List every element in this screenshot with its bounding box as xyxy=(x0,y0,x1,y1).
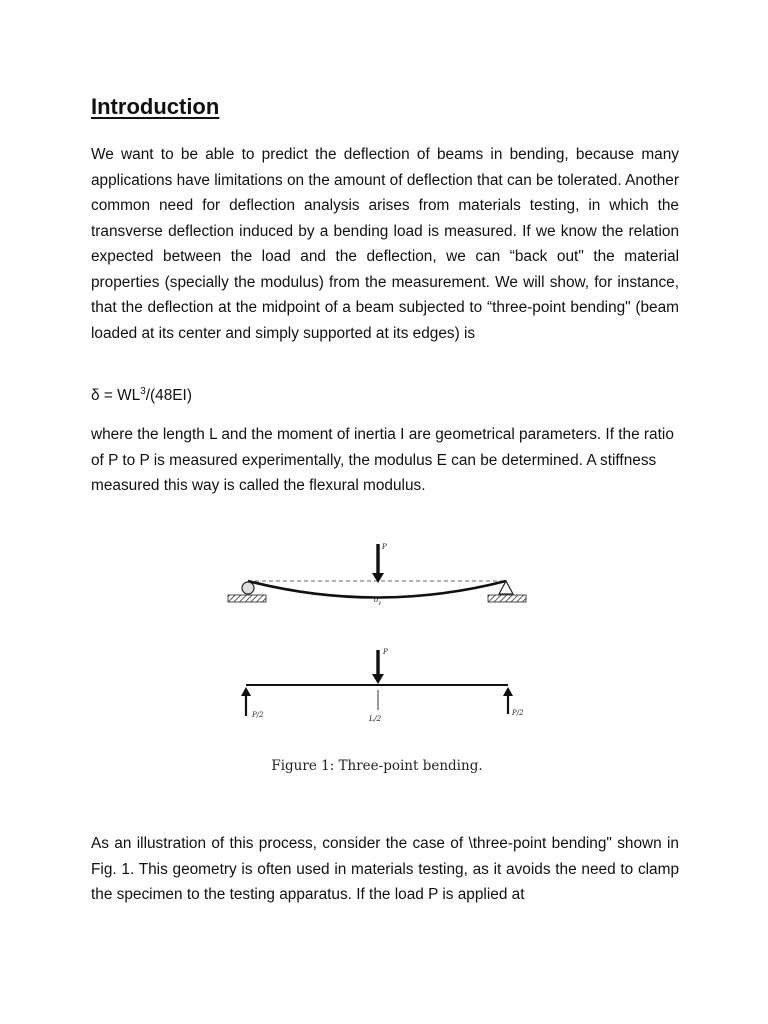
left-reaction-arrow-icon xyxy=(241,687,251,696)
three-point-bending-figure xyxy=(222,534,532,724)
intro-paragraph: We want to be able to predict the deflection of beams in bending, because many applications have limitations on the amount of deflection that can be tolerated. Another common need for deflection analysis arises from materials testing, in which the transverse deflection induced by a bending load is measured. If we know the relation expected between the load and the deflection, we can “back out" the material properties (specially the modulus) from the measurement. We will show, for instance, that the deflection at the midpoint of a beam subjected to “three-point bending" (beam loaded at its center and simply supported at its edges) is xyxy=(91,146,679,342)
left-ground-hatch xyxy=(228,595,266,602)
center-load-label: P xyxy=(383,648,388,656)
beam-diagram xyxy=(222,534,532,724)
section-heading: Introduction xyxy=(91,94,220,119)
deflection-label: $\delta_y$ xyxy=(374,596,382,606)
formula-superscript: 3 xyxy=(140,385,146,397)
deflection-formula xyxy=(91,383,679,409)
free-body-diagram xyxy=(241,648,524,723)
right-reaction-label: P/2 xyxy=(512,709,524,717)
top-load-label: P xyxy=(382,543,387,551)
left-reaction-label: P/2 xyxy=(252,711,264,719)
right-reaction-arrow-icon xyxy=(503,687,513,696)
right-ground-hatch xyxy=(488,595,526,602)
deflected-beam-diagram xyxy=(228,543,526,606)
formula-prefix: δ = WL xyxy=(91,387,141,404)
roller-support-icon xyxy=(242,582,254,594)
center-load-arrow-icon xyxy=(372,674,384,684)
midspan-label: L/2 xyxy=(369,714,382,723)
parameters-paragraph: where the length L and the moment of inertia I are geometrical parameters. If the ratio of P to P is measured experimentally, the modulus E can be determined. A stiffness measured this way is called the flexural modulus. xyxy=(91,426,674,494)
illustration-paragraph: As an illustration of this process, consider the case of \three-point bending" shown in Fig. 1. This geometry is often used in materials testing, as it avoids the need to clamp the specimen to the testing apparatus. If the load P is applied at xyxy=(91,835,679,903)
figure-caption: Figure 1: Three-point bending. xyxy=(271,758,483,774)
formula-suffix: /(48EI) xyxy=(145,387,192,404)
